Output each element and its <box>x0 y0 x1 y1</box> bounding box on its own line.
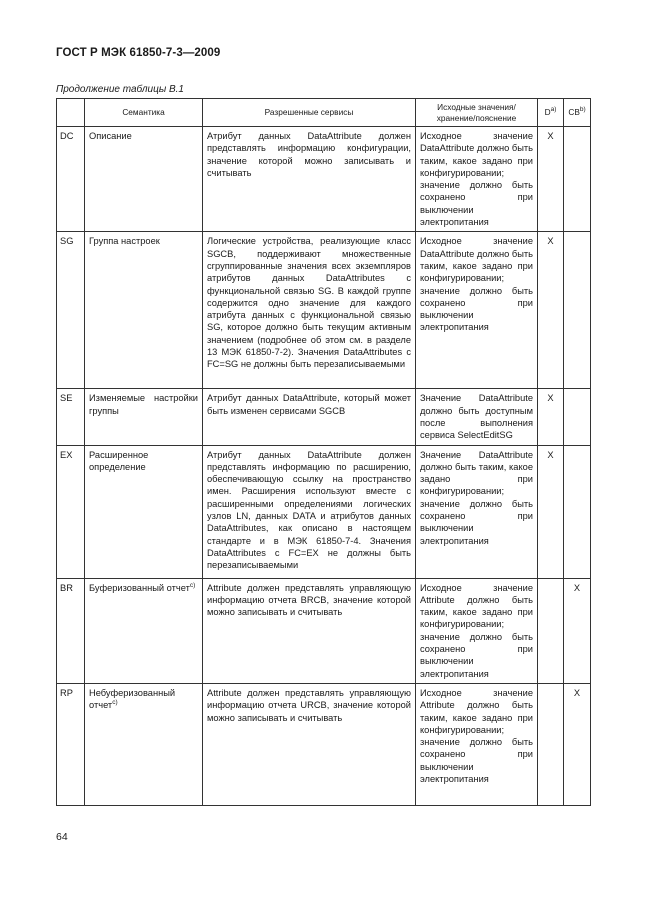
row-d-mark: X <box>538 389 564 445</box>
row-semantics <box>85 232 203 389</box>
row-semantics-text: Расширенное определение <box>89 449 149 472</box>
header-d-footnote: a) <box>550 106 557 114</box>
table-row <box>57 445 591 578</box>
header-cb-footnote: b) <box>579 106 586 114</box>
row-d-mark <box>538 578 564 683</box>
row-services: Атрибут данных DataAttribute, который может быть изменен сервисами SGCB <box>203 389 416 445</box>
row-services: Attribute должен представлять управляющую информацию отчета BRCB, значение которой можно записывать и считывать <box>203 578 416 683</box>
row-d-mark: X <box>538 232 564 389</box>
table-row <box>57 389 591 445</box>
row-cb-mark <box>564 445 591 578</box>
header-semantics: Семантика <box>85 99 203 127</box>
row-services: Логические устройства, реализующие класс SGCB, поддерживают множественные сгруппированные значения всех экземпляров атрибутов данных DataAttributes с функциональной связью SG. В каждой группе содержится одно значение для каждого атрибута данных с функциональной связью SG, которое должно быть текущим активным значением (подробнее об этом см. в разделе 13 МЭК 61850-7-2). Значения DataAttributes с FC=SG не должны быть перезаписываемыми <box>203 232 416 389</box>
row-semantics-text: Группа настроек <box>89 236 160 247</box>
row-semantics-text: Буферизованный отчет <box>89 582 190 593</box>
row-services: Атрибут данных DataAttribute должен представлять информацию по расширению, обеспечивающую ссылку на пространство имен. Расширения используют вместе с расширенными определениями логических узлов LN, данных DATA и атрибутов данных DataAttributes, как описано в настоящем стандарте и в МЭК 61850-7-4. Значения DataAttributes с FC=EX не должны быть перезаписываемыми <box>203 445 416 578</box>
document-header: ГОСТ Р МЭК 61850-7-3—2009 <box>56 47 221 59</box>
row-semantics <box>85 445 203 578</box>
row-semantics <box>85 578 203 683</box>
row-semantics <box>85 683 203 805</box>
row-semantics-text: Небуферизованный отчет <box>89 687 176 711</box>
row-initial: Исходное значение DataAttribute должно быть таким, какое задано при конфигурировании; значение должно быть сохранено при выключении электропитания <box>416 232 538 389</box>
row-semantics-footnote: c) <box>189 581 196 589</box>
header-initial-values: Исходные значения/ хранение/пояснение <box>416 99 538 127</box>
row-cb-mark: X <box>564 683 591 805</box>
table-row <box>57 127 591 232</box>
header-cb-label: CB <box>568 107 580 118</box>
row-code: BR <box>57 578 85 683</box>
table-row <box>57 683 591 805</box>
header-d <box>538 99 564 127</box>
row-cb-mark <box>564 127 591 232</box>
table-header-row <box>57 99 591 127</box>
row-d-mark: X <box>538 127 564 232</box>
row-semantics-text: Изменяемые настройки группы <box>89 393 198 416</box>
row-initial: Значение DataAttribute должно быть доступным после выполнения сервиса SelectEditSG <box>416 389 538 445</box>
row-code: RP <box>57 683 85 805</box>
row-code: SE <box>57 389 85 445</box>
row-initial: Исходное значение DataAttribute должно быть таким, какое задано при конфигурировании; значение должно быть сохранено при выключении электропитания <box>416 127 538 232</box>
header-d-label: D <box>544 107 551 118</box>
row-cb-mark <box>564 232 591 389</box>
row-code: DC <box>57 127 85 232</box>
table-row <box>57 232 591 389</box>
row-initial: Исходное значение Attribute должно быть таким, какое задано при конфигурировании; значение должно быть сохранено при выключении электропитания <box>416 578 538 683</box>
row-semantics <box>85 127 203 232</box>
page-number: 64 <box>56 831 68 843</box>
row-semantics-footnote: c) <box>112 699 118 707</box>
row-code: SG <box>57 232 85 389</box>
row-d-mark <box>538 683 564 805</box>
row-cb-mark: X <box>564 578 591 683</box>
header-services: Разрешенные сервисы <box>203 99 416 127</box>
header-cb <box>564 99 591 127</box>
row-semantics-text: Описание <box>89 131 132 141</box>
row-initial: Исходное значение Attribute должно быть таким, какое задано при конфигурировании; значение должно быть сохранено при выключении электропитания <box>416 683 538 805</box>
row-semantics <box>85 389 203 445</box>
header-code <box>57 99 85 127</box>
row-d-mark: X <box>538 445 564 578</box>
table-caption: Продолжение таблицы В.1 <box>56 84 184 95</box>
row-code: EX <box>57 445 85 578</box>
row-initial: Значение DataAttribute должно быть таким, какое задано при конфигурировании; значение должно быть сохранено при выключении электропитания <box>416 445 538 578</box>
table-row <box>57 578 591 683</box>
row-services: Attribute должен представлять управляющую информацию отчета URCB, значение которой можно записывать и считывать <box>203 683 416 805</box>
row-cb-mark <box>564 389 591 445</box>
row-services: Атрибут данных DataAttribute должен представлять информацию конфигурации, значение которой можно записывать и считывать <box>203 127 416 232</box>
functional-constraint-table <box>56 98 591 806</box>
